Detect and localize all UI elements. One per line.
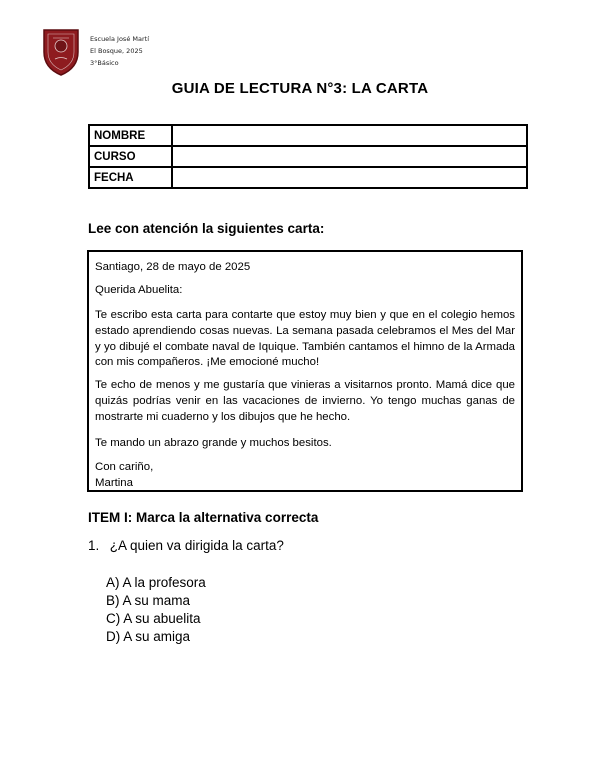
school-crest-logo xyxy=(42,26,80,76)
letter-paragraph-1: Te escribo esta carta para contarte que estoy muy bien y que en el colegio hemos estado aprendiendo cosas nuevas. La semana pasada celebramos el Mes del Mar y yo dibujé el combate naval de Iquique. También cantamos el himno de la Armada con mis compañeros. ¡Me emocioné mucho! xyxy=(95,309,515,369)
page-title: GUIA DE LECTURA N°3: LA CARTA xyxy=(171,80,429,97)
option-a[interactable]: A) A la profesora xyxy=(106,575,206,590)
answer-options xyxy=(106,574,206,646)
item-heading: ITEM I: Marca la alternativa correcta xyxy=(88,510,319,525)
reading-instruction: Lee con atención la siguientes carta: xyxy=(88,221,325,236)
school-location: El Bosque, 2025 xyxy=(90,47,143,55)
table-row xyxy=(89,125,527,146)
table-row xyxy=(89,146,527,167)
option-d[interactable]: D) A su amiga xyxy=(106,629,191,644)
option-c[interactable]: C) A su abuelita xyxy=(106,611,201,626)
school-name: Escuela José Martí xyxy=(90,35,150,43)
option-b[interactable]: B) A su mama xyxy=(106,593,191,608)
school-grade: 3°Básico xyxy=(90,59,119,67)
question-number: 1. xyxy=(88,538,100,553)
letter-paragraph-2: Te echo de menos y me gustaría que vinieras a visitarnos pronto. Mamá dice que quizás podrías venir en las vacaciones de invierno. Yo tengo muchas ganas de mostrarte mi cuaderno y los dibujos que he hecho. xyxy=(95,379,515,423)
letter-signature: Martina xyxy=(95,477,133,489)
curso-field[interactable] xyxy=(172,146,527,167)
school-header xyxy=(90,33,149,69)
curso-label: CURSO xyxy=(89,146,172,167)
letter-closing: Con cariño, xyxy=(95,461,154,473)
table-row xyxy=(89,167,527,188)
letter-date: Santiago, 28 de mayo de 2025 xyxy=(95,261,251,273)
question-1 xyxy=(88,538,284,553)
nombre-label: NOMBRE xyxy=(89,125,172,146)
nombre-field[interactable] xyxy=(172,125,527,146)
fecha-field[interactable] xyxy=(172,167,527,188)
student-info-table xyxy=(88,124,528,189)
fecha-label: FECHA xyxy=(89,167,172,188)
question-text: ¿A quien va dirigida la carta? xyxy=(109,538,284,553)
letter-paragraph-3: Te mando un abrazo grande y muchos besitos. xyxy=(95,437,332,449)
letter-greeting: Querida Abuelita: xyxy=(95,284,183,296)
letter-box xyxy=(87,250,523,492)
